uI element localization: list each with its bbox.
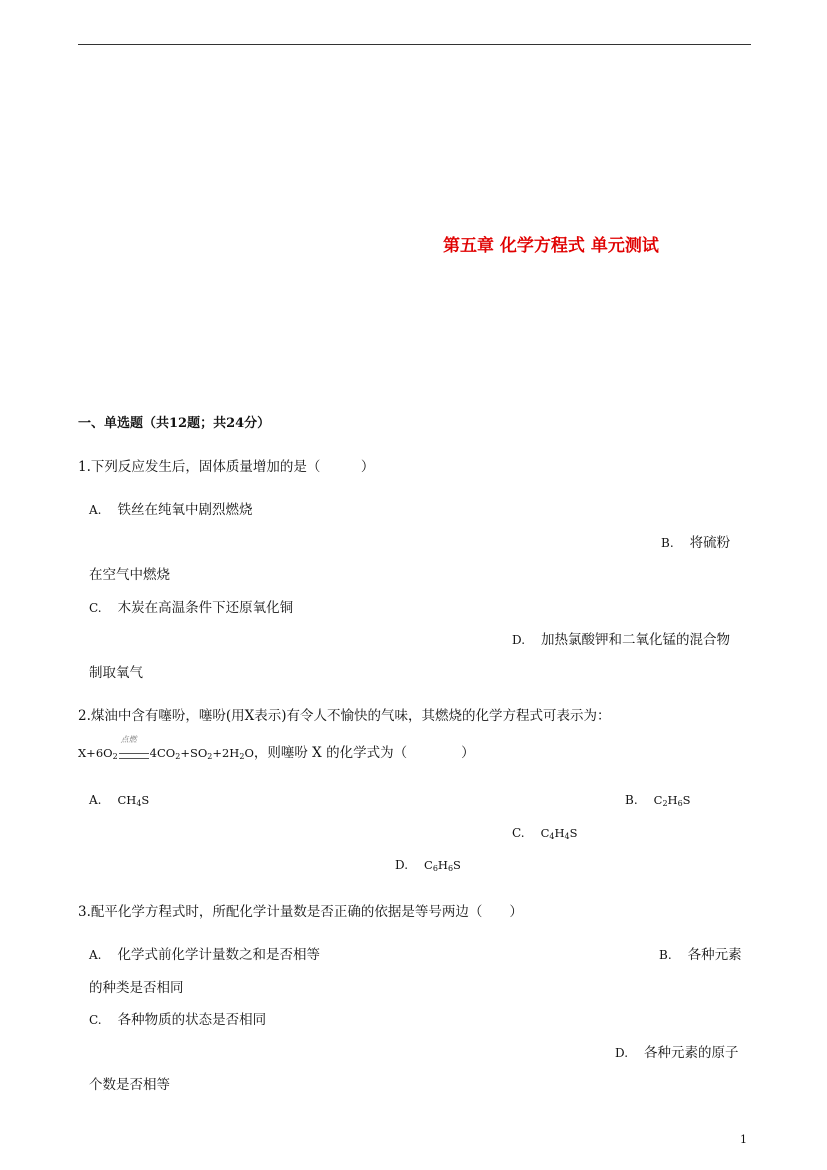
option-letter: B.: [625, 793, 638, 807]
option-formula: $C_6H_6S$: [424, 858, 461, 873]
option-letter: A.: [89, 503, 102, 517]
question-2-stem: 2.煤油中含有噻吩，噻吩(用X表示)有令人不愉快的气味，其燃烧的化学方程式可表示为：: [78, 708, 611, 724]
question-1-stem: 1.下列反应发生后，固体质量增加的是（ ）: [78, 459, 375, 475]
question-1-option-b[interactable]: [661, 531, 730, 551]
option-text: 各种元素的原子: [644, 1045, 739, 1061]
question-1-option-d-continued: 制取氧气: [89, 665, 143, 681]
option-letter: C.: [89, 601, 102, 615]
option-formula: $CH_4S$: [117, 793, 150, 808]
page-number: 1: [740, 1133, 747, 1146]
question-1-option-c[interactable]: [89, 596, 293, 616]
question-3-option-d-continued: 个数是否相等: [89, 1077, 170, 1093]
question-1-option-b-continued: 在空气中燃烧: [89, 567, 170, 583]
equation-tail: ，则噻吩 X 的化学式为（ ）: [253, 745, 475, 761]
option-text: 各种物质的状态是否相同: [117, 1012, 267, 1028]
question-3-option-d[interactable]: [615, 1041, 739, 1061]
option-letter: B.: [661, 536, 674, 550]
option-letter: B.: [659, 948, 672, 962]
option-letter: A.: [89, 948, 102, 962]
section-heading: 一、单选题（共12题；共24分）: [78, 416, 271, 431]
option-text: 木炭在高温条件下还原氧化铜: [117, 600, 294, 616]
question-3-option-b-continued: 的种类是否相同: [89, 980, 184, 996]
option-text: 将硫粉: [689, 535, 731, 551]
question-2-option-a[interactable]: [89, 792, 149, 808]
option-text: 铁丝在纯氧中剧烈燃烧: [117, 502, 253, 518]
question-1-option-a[interactable]: [89, 498, 252, 518]
question-1-option-d[interactable]: [512, 628, 730, 648]
question-3-stem: 3.配平化学方程式时，所配化学计量数是否正确的依据是等号两边（ ）: [78, 904, 523, 920]
option-letter: D.: [395, 858, 409, 872]
question-2-option-b[interactable]: [625, 792, 691, 808]
question-3-option-a[interactable]: [89, 943, 320, 963]
option-text: 化学式前化学计量数之和是否相等: [117, 947, 320, 963]
option-letter: C.: [89, 1013, 102, 1027]
question-2-option-c[interactable]: [512, 825, 578, 841]
page-title: 第五章 化学方程式 单元测试: [443, 236, 659, 256]
option-letter: D.: [615, 1046, 629, 1060]
option-formula: $C_2H_6S$: [653, 793, 691, 808]
header-rule: [78, 44, 751, 45]
option-text: 加热氯酸钾和二氧化锰的混合物: [541, 632, 731, 648]
option-formula: $C_4H_4S$: [540, 826, 578, 841]
option-letter: C.: [512, 826, 525, 840]
option-letter: D.: [512, 633, 526, 647]
question-3-option-b[interactable]: [659, 943, 742, 963]
question-2-equation: $X+6O_2$ 点燃 $4CO_2+SO_2+2H_2O$，则噻吩 X 的化学式为（ ）: [78, 735, 475, 761]
question-2-option-d[interactable]: [395, 857, 461, 873]
option-letter: A.: [89, 793, 102, 807]
question-3-option-c[interactable]: [89, 1008, 266, 1028]
option-text: 各种元素: [687, 947, 742, 963]
reaction-condition: 点燃: [119, 745, 149, 761]
